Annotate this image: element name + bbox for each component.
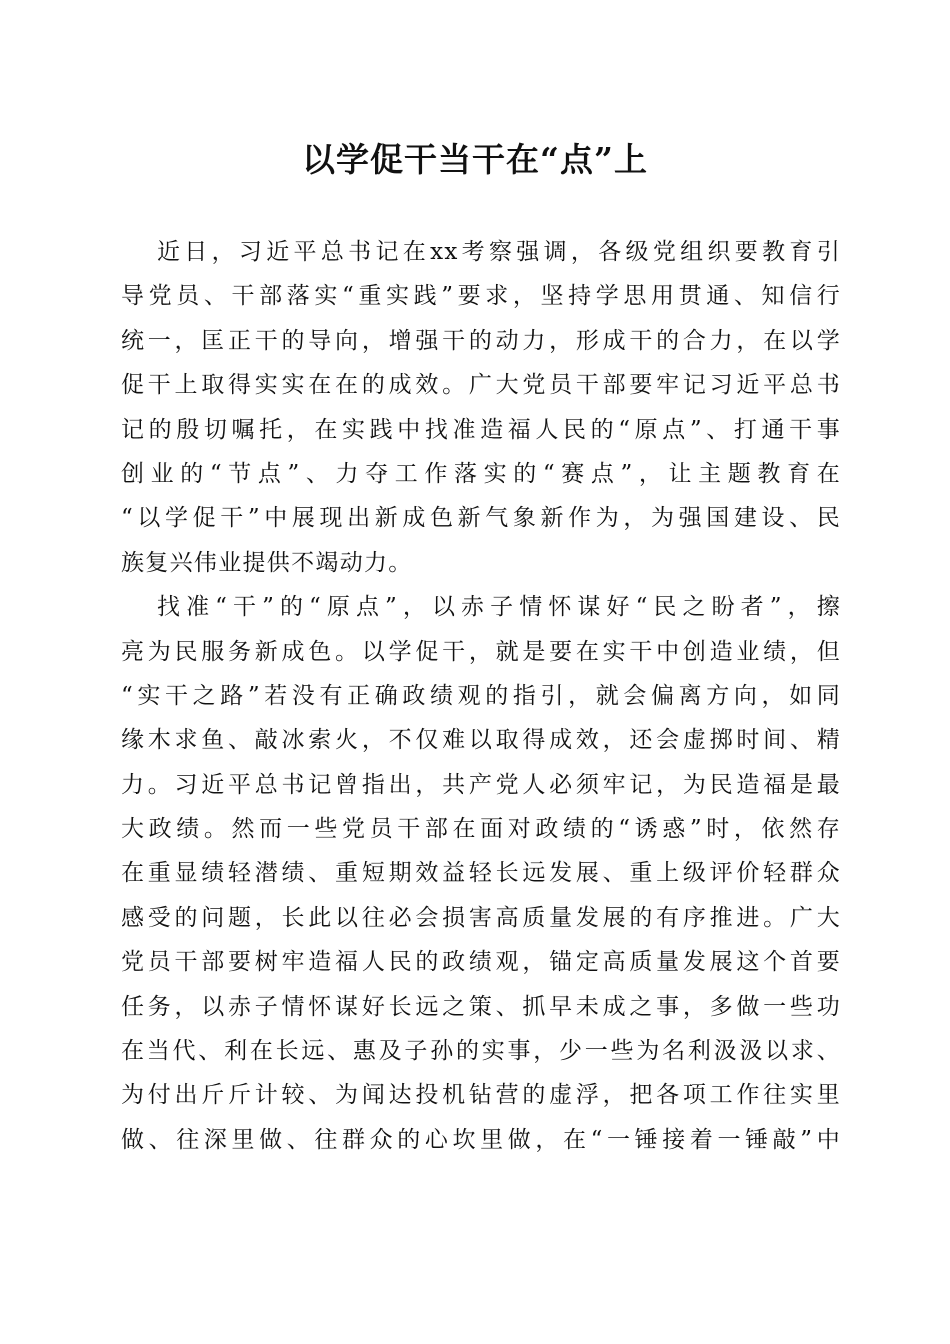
text-line: 导党员、干部落实“重实践”要求，坚持学思用贯通、知信行 (121, 283, 841, 310)
text-line: 创业的“节点”、力夺工作落实的“赛点”，让主题教育在 (121, 460, 841, 487)
document-title: 以学促干当干在“点”上 (302, 140, 648, 179)
text-line: 感受的问题，长此以往必会损害高质量发展的有序推进。广大 (121, 904, 841, 931)
text-line: 缘木求鱼、敲冰索火，不仅难以取得成效，还会虚掷时间、精 (121, 727, 841, 754)
text-line: 统一，匡正干的导向，增强干的动力，形成干的合力，在以学 (121, 327, 841, 354)
document-body (121, 230, 841, 1162)
text-line: “以学促干”中展现出新成色新气象新作为，为强国建设、民 (121, 505, 841, 532)
paragraph-2 (121, 585, 841, 1162)
text-line: 找准“干”的“原点”，以赤子情怀谋好“民之盼者”，擦 (157, 594, 841, 621)
text-line: 记的殷切嘱托，在实践中找准造福人民的“原点”、打通干事 (121, 416, 841, 443)
text-line: 力。习近平总书记曾指出，共产党人必须牢记，为民造福是最 (121, 771, 841, 798)
text-line: 党员干部要树牢造福人民的政绩观，锚定高质量发展这个首要 (121, 949, 841, 976)
text-line: 在当代、利在长远、惠及子孙的实事，少一些为名利汲汲以求、 (121, 1038, 841, 1065)
paragraph-1 (121, 230, 841, 585)
text-line: 在重显绩轻潜绩、重短期效益轻长远发展、重上级评价轻群众 (121, 860, 841, 887)
text-line: 任务，以赤子情怀谋好长远之策、抓早未成之事，多做一些功 (121, 993, 841, 1020)
text-line: 族复兴伟业提供不竭动力。 (121, 549, 413, 576)
text-line: 近日，习近平总书记在xx考察强调，各级党组织要教育引 (157, 239, 841, 265)
text-line: 为付出斤斤计较、为闻达投机钻营的虚浮，把各项工作往实里 (121, 1082, 841, 1109)
text-line: 大政绩。然而一些党员干部在面对政绩的“诱惑”时，依然存 (121, 816, 841, 843)
text-line: 亮为民服务新成色。以学促干，就是要在实干中创造业绩，但 (121, 638, 841, 665)
text-line: “实干之路”若没有正确政绩观的指引，就会偏离方向，如同 (121, 682, 841, 709)
text-line: 促干上取得实实在在的成效。广大党员干部要牢记习近平总书 (121, 372, 841, 399)
text-line: 做、往深里做、往群众的心坎里做，在“一锤接着一锤敲”中 (121, 1126, 841, 1153)
